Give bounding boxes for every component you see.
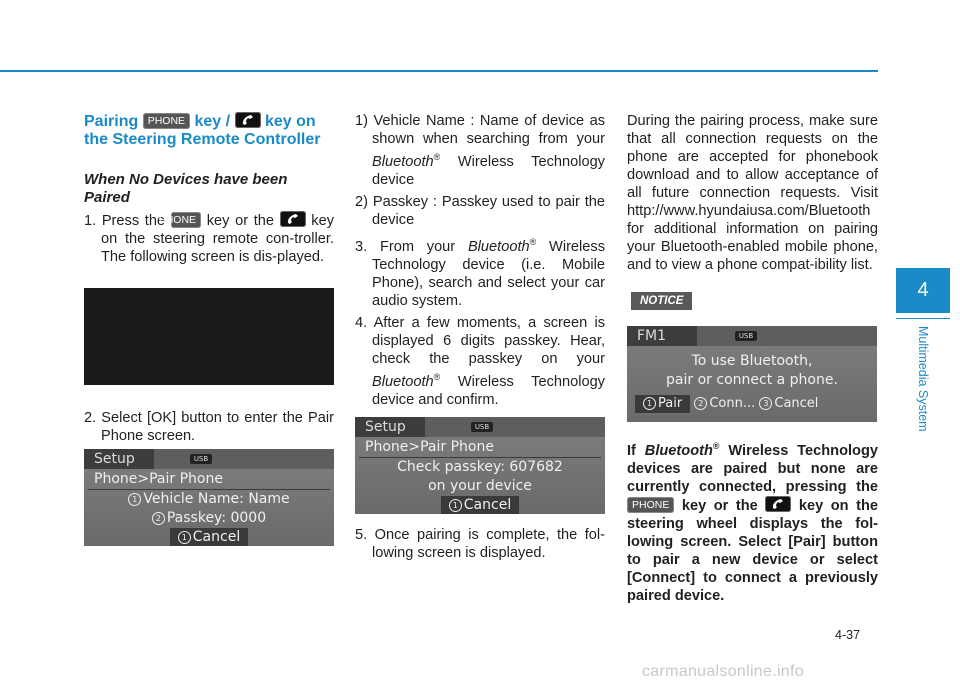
column-2: [355, 112, 605, 566]
usb-icon: USB: [190, 454, 212, 464]
cancel-row: [355, 496, 605, 515]
section-title: Pairing PHONE key / key on the Steering Remote Controller: [84, 113, 321, 148]
notice-badge: NOTICE: [631, 292, 692, 310]
paired-devices-paragraph: If Bluetooth® Wireless Technology devices are paired but none are currently connected, pressing the PHONE key or the key on the steering wheel displays the fol-lowing screen. Select [Pair] button to pair a new device or select [Connect] to connect a previously paired device.: [627, 440, 878, 604]
passkey-screen: [355, 417, 605, 514]
phone-key-badge: PHONE: [627, 497, 674, 513]
item-vehicle-name: 1) Vehicle Name : Name of device as shown when searching from your Bluetooth® Wireless Technology device: [355, 113, 605, 188]
pair-phone-screen: [84, 449, 334, 546]
screen-header: [84, 449, 334, 469]
passkey-line: Check passkey: 607682: [397, 459, 563, 475]
pair-connect-line: pair or connect a phone.: [666, 372, 838, 388]
fm-button-row: [627, 394, 877, 413]
screen-path: Phone>Pair Phone: [359, 437, 601, 458]
step-1: 1. Press the PHONE key or the key on the steering remote con-troller. The following screen is dis-played.: [84, 213, 335, 265]
passkey-line: 2 Passkey: 0000: [84, 509, 334, 528]
blank-screen-image: [84, 288, 334, 385]
intro-paragraph: During the pairing process, make sure that all connection requests on the phone are accepted for phonebook download and to allow acceptance of all future connection requests. Visit http://www.hyundaiusa.com/Bluetooth for additional information on pairing your Bluetooth-enabled mobile phone, and to view a phone compat-ibility list.: [627, 113, 878, 273]
pair-button[interactable]: 1 Pair: [635, 395, 690, 413]
call-key-icon: [235, 112, 261, 128]
item-passkey: 2) Passkey : Passkey used to pair the device: [355, 194, 605, 228]
cancel-button[interactable]: 1 Cancel: [170, 528, 248, 546]
use-bluetooth-line: To use Bluetooth,: [691, 353, 813, 369]
call-key-icon: [280, 211, 306, 227]
usb-icon: USB: [735, 331, 757, 341]
page-number: 4-37: [835, 628, 861, 642]
step-2: 2. Select [OK] button to enter the Pair Phone screen.: [84, 410, 334, 444]
header-rule: [0, 70, 878, 72]
cancel-button[interactable]: 1 Cancel: [441, 496, 519, 514]
column-1: [84, 112, 334, 546]
screen-tab: FM1: [627, 326, 697, 346]
screen-tab: Setup: [355, 417, 425, 437]
column-3: [627, 112, 878, 619]
step-4: 4. After a few moments, a screen is displayed 6 digits passkey. Hear, check the passkey on your Bluetooth® Wireless Technology device and confirm.: [355, 315, 605, 408]
chapter-tab: 4: [896, 268, 950, 313]
connect-button[interactable]: 2 Conn...: [694, 396, 755, 411]
step-5: 5. Once pairing is complete, the fol-lowing screen is displayed.: [355, 527, 605, 561]
call-key-icon: [765, 496, 791, 512]
vehicle-name-line: 1 Vehicle Name: Name: [84, 490, 334, 509]
watermark: carmanualsonline.info: [642, 663, 804, 680]
subtitle: When No Devices have been Paired: [84, 171, 288, 206]
step-3: 3. From your Bluetooth® Wireless Technology device (i.e. Mobile Phone), search and select your car audio system.: [355, 237, 605, 309]
device-line: on your device: [428, 478, 532, 494]
chapter-rule: [896, 318, 950, 319]
fm-screen: [627, 326, 877, 422]
phone-key-badge: PHONE: [143, 113, 190, 129]
phone-key-badge: PHONE: [171, 212, 201, 228]
screen-header: [355, 417, 605, 437]
chapter-title: Multimedia System: [916, 326, 930, 432]
screen-header: [627, 326, 877, 346]
screen-tab: Setup: [84, 449, 154, 469]
usb-icon: USB: [471, 422, 493, 432]
screen-path: Phone>Pair Phone: [88, 469, 330, 490]
cancel-row: [84, 528, 334, 547]
cancel-button[interactable]: 3 Cancel: [759, 396, 818, 411]
